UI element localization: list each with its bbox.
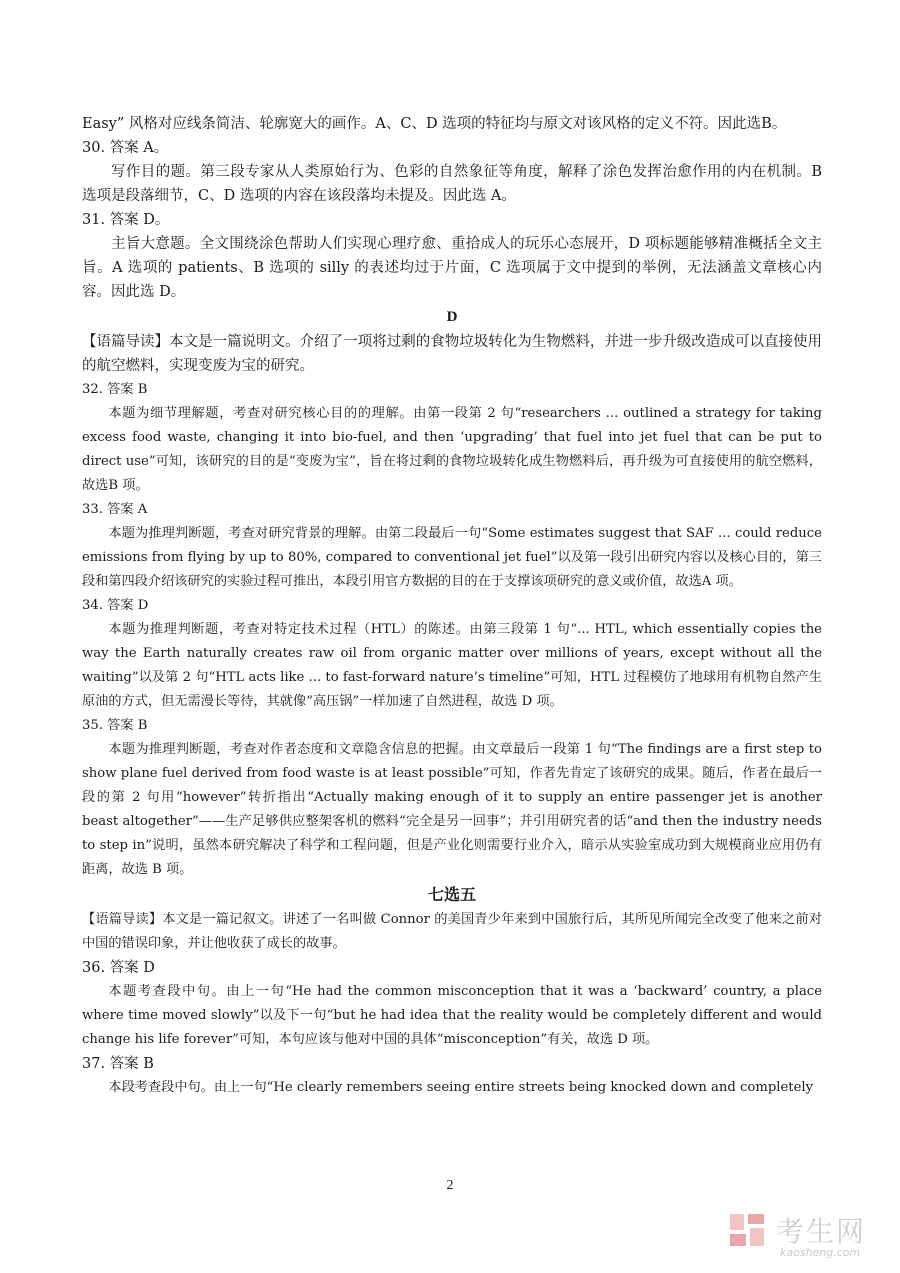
answer-30: 30. 答案 A。 (82, 140, 169, 156)
explanation-31: 主旨大意题。全文围绕涂色帮助人们实现心理疗愈、重拾成人的玩乐心态展开，D 项标题能够精准概括全文主旨。A 选项的 patients、B 选项的 silly 的表述均过于片面，C 选项属于文中提到的举例，无法涵盖文章核心内容。因此选 D。 (82, 236, 822, 300)
answer-31: 31. 答案 D。 (82, 212, 170, 228)
explanation-33: 本题为推理判断题，考查对研究背景的理解。由第二段最后一句“Some estimates suggest that SAF ... could reduce emissions from flying by up to 80%, compared to conventional jet fuel”以及第一段引出研究内容以及核心目的，第三段和第四段介绍该研究的实验过程可推出，本段引用官方数据的目的在于支撑该项研究的意义或价值，故选A 项。 (82, 526, 822, 589)
explanation-32: 本题为细节理解题，考查对研究核心目的的理解。由第一段第 2 句“researchers ... outlined a strategy for taking excess food waste, changing it into bio-fuel, and then ‘upgrading’ that fuel into jet fuel that can be put to direct use”可知，该研究的目的是“变废为宝”，旨在将过剩的食物垃圾转化成生物燃料后，再升级为可直接使用的航空燃料，故选B 项。 (82, 406, 822, 493)
watermark-domain: kaosheng.com (780, 1246, 861, 1259)
answer-32: 32. 答案 B (82, 382, 148, 397)
answer-33: 33. 答案 A (82, 502, 148, 517)
kaosheng-logo-icon (728, 1210, 768, 1250)
page-number: 2 (446, 1178, 454, 1193)
answer-35: 35. 答案 B (82, 718, 148, 733)
explanation-34: 本题为推理判断题，考查对特定技术过程（HTL）的陈述。由第三段第 1 句“... HTL, which essentially copies the way the Earth naturally creates raw oil from organic matter over millions of years, except without all the waiting”以及第 2 句“HTL acts like ... to fast-forward nature’s timeline”可知，HTL 过程模仿了地球用有机物自然产生原油的方式，但无需漫长等待，其就像“高压锅”一样加速了自然进程，故选 D 项。 (82, 622, 822, 709)
answer-key-page (82, 112, 822, 1100)
explanation-37: 本段考查段中句。由上一句“He clearly remembers seeing entire streets being knocked down and completely (108, 1080, 814, 1095)
text-line: Easy” 风格对应线条简洁、轮廓宽大的画作。A、C、D 选项的特征均与原文对该风格的定义不符。因此选B。 (82, 116, 787, 132)
explanation-35: 本题为推理判断题，考查对作者态度和文章隐含信息的把握。由文章最后一段第 1 句“The findings are a first step to show plane fuel derived from food waste is at least possible”可知，作者先肯定了该研究的成果。随后，作者在最后一段的第 2 句用“however”转折指出“Actually making enough of it to supply an entire passenger jet is another beast altogether”——生产足够供应整架客机的燃料“完全是另一回事”；并引用研究者的话“and then the industry needs to step in”说明，虽然本研究解决了科学和工程问题，但是产业化则需要行业介入，暗示从实验室成功到大规模商业应用仍有距离，故选 B 项。 (82, 742, 822, 877)
section-heading-d: D (446, 309, 458, 325)
section-heading-seven-choose-five: 七选五 (427, 885, 476, 904)
watermark-name: 考生网 (776, 1215, 867, 1248)
passage-guide-d: 【语篇导读】本文是一篇说明文。介绍了一项将过剩的食物垃圾转化为生物燃料，并进一步升级改造成可以直接使用的航空燃料，实现变废为宝的研究。 (82, 334, 822, 374)
answer-37: 37. 答案 B (82, 1056, 154, 1072)
passage-guide-75: 【语篇导读】本文是一篇记叙文。讲述了一名叫做 Connor 的美国青少年来到中国旅行后，其所见所闻完全改变了他来之前对中国的错误印象，并让他收获了成长的故事。 (82, 912, 822, 951)
answer-36: 36. 答案 D (82, 960, 155, 976)
watermark (728, 1208, 888, 1264)
answer-34: 34. 答案 D (82, 598, 149, 613)
explanation-30: 写作目的题。第三段专家从人类原始行为、色彩的自然象征等角度，解释了涂色发挥治愈作用的内在机制。B 选项是段落细节，C、D 选项的内容在该段落均未提及。因此选 A。 (82, 164, 822, 204)
explanation-36: 本题考查段中句。由上一句“He had the common misconception that it was a ‘backward’ country, a place where time moved slowly”以及下一句“but he had idea that the reality would be completely different and would change his life forever”可知，本句应该与他对中国的具体“misconception”有关，故选 D 项。 (82, 984, 822, 1047)
